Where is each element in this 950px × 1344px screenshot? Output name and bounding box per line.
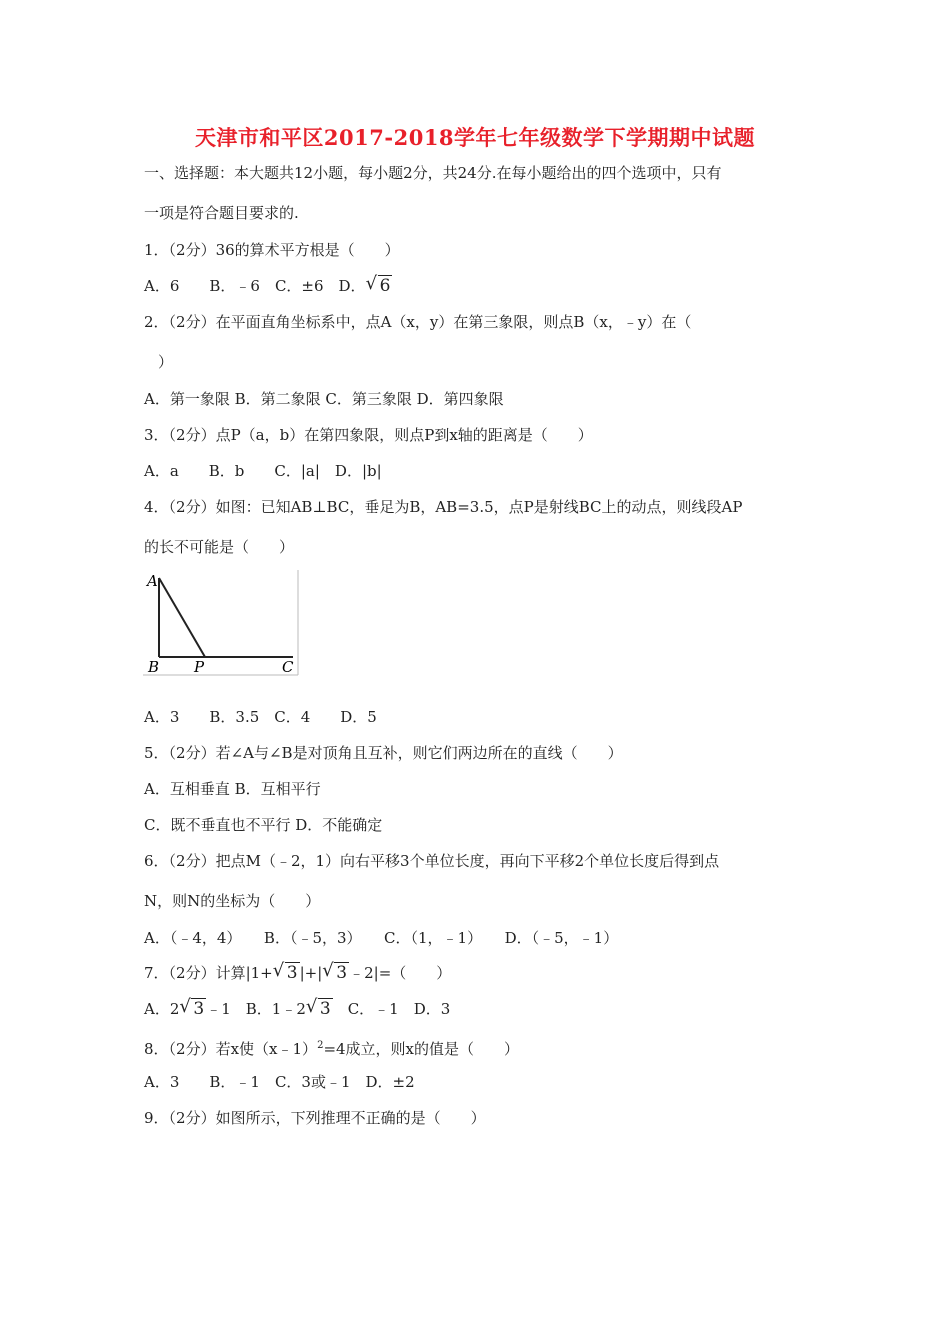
question-1-stem: 1．（2分）36的算术平方根是（ ） bbox=[144, 241, 400, 259]
section-intro-line2: 一项是符合题目要求的. bbox=[144, 204, 299, 222]
label-b: B bbox=[148, 658, 160, 676]
question-7-option-a: A．2 bbox=[144, 1000, 180, 1018]
question-7-stem-part2: |+| bbox=[299, 964, 323, 982]
sqrt-argument: 3 bbox=[286, 963, 298, 983]
exponent: 2 bbox=[317, 1040, 324, 1051]
page-title: 天津市和平区2017-2018学年七年级数学下学期期中试题 bbox=[194, 125, 756, 150]
question-8-stem-part2: =4成立，则x的值是（ ） bbox=[323, 1040, 520, 1058]
label-a: A bbox=[147, 572, 158, 590]
label-p: P bbox=[194, 658, 205, 676]
question-7-stem bbox=[144, 963, 451, 983]
sqrt-symbol bbox=[366, 276, 393, 296]
sqrt-symbol bbox=[179, 999, 206, 1019]
sqrt-argument: 6 bbox=[379, 276, 391, 296]
question-6-stem-line1: 6．（2分）把点M（﹣2，1）向右平移3个单位长度，再向下平移2个单位长度后得到点 bbox=[144, 852, 720, 870]
question-7-stem-part3: ﹣2|=（ ） bbox=[349, 964, 452, 982]
question-3-options: A．a B．b C．|a| D．|b| bbox=[144, 462, 382, 480]
sqrt-argument: 3 bbox=[193, 999, 205, 1019]
label-c: C bbox=[282, 658, 294, 676]
question-5-options-line2: C．既不垂直也不平行 D．不能确定 bbox=[144, 816, 383, 834]
question-8-stem-part1: 8．（2分）若x使（x﹣1） bbox=[144, 1040, 318, 1058]
question-9-stem: 9．（2分）如图所示，下列推理不正确的是（ ） bbox=[144, 1109, 486, 1127]
question-1-options bbox=[144, 276, 392, 296]
section-intro-line1: 一、选择题：本大题共12小题，每小题2分，共24分.在每小题给出的四个选项中，只有 bbox=[144, 164, 722, 182]
sqrt-symbol bbox=[322, 963, 349, 983]
sqrt-argument: 3 bbox=[319, 999, 331, 1019]
question-7-stem-part1: 7．（2分）计算|1+ bbox=[144, 964, 273, 982]
sqrt-symbol bbox=[306, 999, 333, 1019]
question-8-stem bbox=[144, 1036, 519, 1059]
sqrt-argument: 3 bbox=[336, 963, 348, 983]
question-2-stem-line1: 2．（2分）在平面直角坐标系中，点A（x，y）在第三象限，则点B（x，﹣y）在（ bbox=[144, 313, 692, 331]
question-6-options: A．（﹣4，4） B．（﹣5，3） C．（1，﹣1） D．（﹣5，﹣1） bbox=[144, 929, 619, 947]
question-2-options: A．第一象限 B．第二象限 C．第三象限 D．第四象限 bbox=[144, 390, 504, 408]
question-7-option-b: ﹣1 B．1﹣2 bbox=[206, 1000, 306, 1018]
question-4-stem-line1: 4．（2分）如图：已知AB⊥BC，垂足为B，AB=3.5，点P是射线BC上的动点，则线段AP bbox=[144, 498, 743, 516]
question-4-options: A．3 B．3.5 C．4 D．5 bbox=[144, 708, 377, 726]
question-2-stem-line2: ） bbox=[158, 353, 174, 371]
question-4-stem-line2: 的长不可能是（ ） bbox=[144, 538, 295, 556]
question-7-option-cd: C．﹣1 D．3 bbox=[332, 1000, 451, 1018]
question-8-options: A．3 B．﹣1 C．3或﹣1 D．±2 bbox=[144, 1073, 415, 1091]
question-5-stem: 5．（2分）若∠A与∠B是对顶角且互补，则它们两边所在的直线（ ） bbox=[144, 744, 623, 762]
question-1-options-text: A．6 B．﹣6 C．±6 D． bbox=[144, 277, 366, 295]
question-6-stem-line2: N，则N的坐标为（ ） bbox=[144, 892, 321, 910]
question-4-figure bbox=[143, 570, 303, 678]
question-7-options bbox=[144, 999, 450, 1019]
segment-ap bbox=[159, 578, 205, 657]
sqrt-symbol bbox=[273, 963, 300, 983]
question-3-stem: 3．（2分）点P（a，b）在第四象限，则点P到x轴的距离是（ ） bbox=[144, 426, 593, 444]
question-5-options-line1: A．互相垂直 B．互相平行 bbox=[144, 780, 321, 798]
